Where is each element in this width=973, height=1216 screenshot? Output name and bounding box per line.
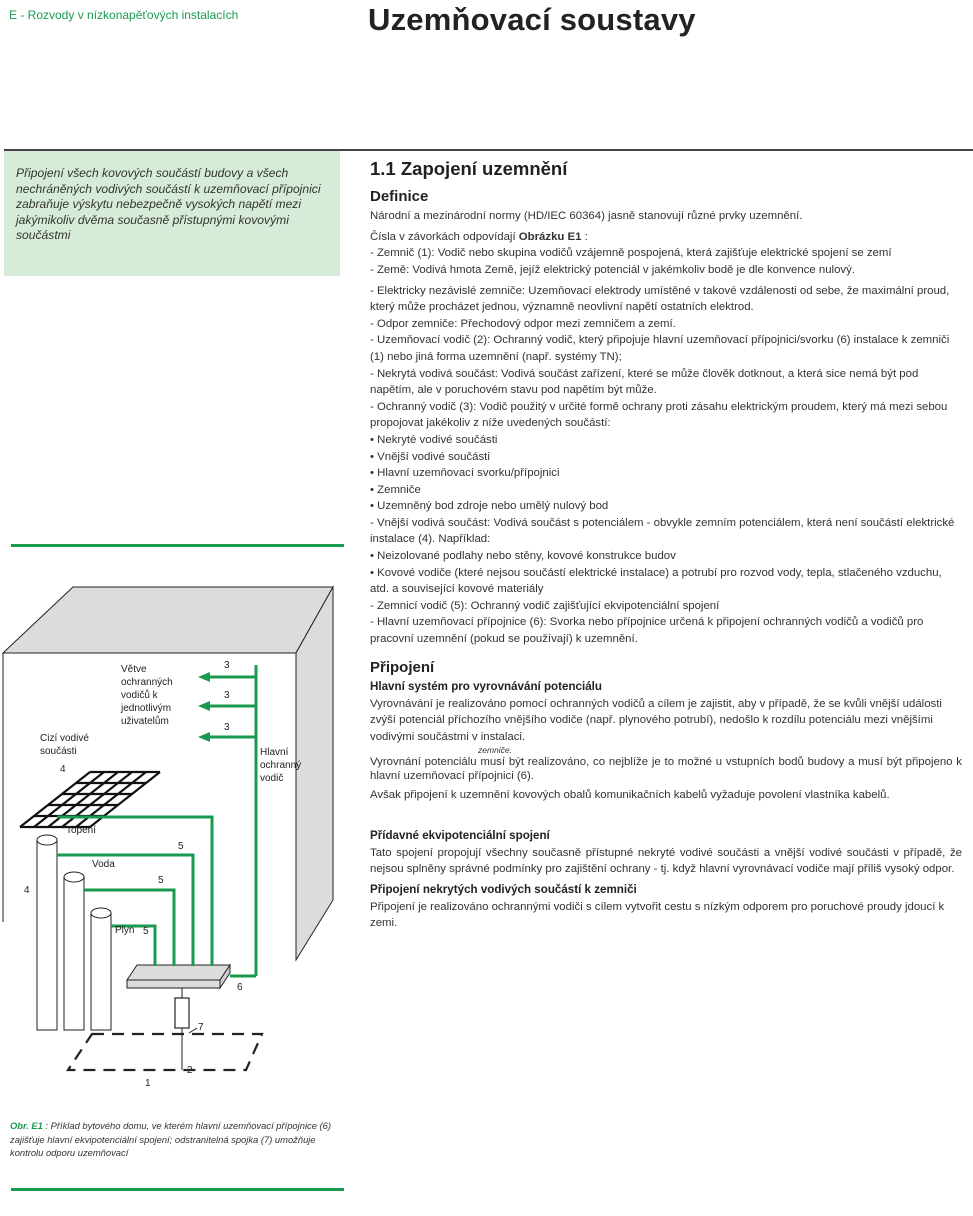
label-5-heating: 5 xyxy=(178,841,184,852)
definition-item: - Ochranný vodič (3): Vodič použitý v určité formě ochrany proti zásahu elektrickým proudem, který má mezi sebou propojovat jakékoliv z níže uvedených součástí: xyxy=(370,400,948,430)
label-heating: Topení xyxy=(66,825,97,836)
caption-label: Obr. E1 xyxy=(10,1120,43,1131)
label-5-gas: 5 xyxy=(143,926,149,937)
label-4-pipes: 4 xyxy=(24,885,30,896)
label-main-pe-1: Hlavní xyxy=(260,747,289,758)
label-3a: 3 xyxy=(224,660,230,671)
bullet-item: • Neizolované podlahy nebo stěny, kovové konstrukce budov xyxy=(370,550,676,563)
label-branches-4: jednotlivým xyxy=(121,703,172,714)
definitions-heading: Definice xyxy=(370,187,429,205)
building-roof xyxy=(3,587,333,653)
definition-item: - Vnější vodivá součást: Vodivá součást s potenciálem - obvykle zemním potenciálem, která není součástí elektrické instalace (4). Například: xyxy=(370,516,955,546)
label-foreign-2: součásti xyxy=(40,746,77,757)
arrow-heads xyxy=(198,672,210,742)
figure-caption xyxy=(10,1119,345,1160)
bullet-item: • Zemniče xyxy=(370,483,421,496)
main-column xyxy=(370,158,962,932)
label-branches-1: Větve xyxy=(121,664,147,675)
chapter-title: E - Rozvody v nízkonapěťových instalacích xyxy=(9,8,239,22)
label-branches-2: ochranných xyxy=(121,677,173,688)
definition-item: - Zemnič (1): Vodič nebo skupina vodičů vzájemně pospojená, která zajišťuje elektrické spojení se zemí xyxy=(370,247,892,260)
main-equipotential-text-2: Vyrovnání potenciálu musí být realizováno, co nejblíže je to možné u vstupních bodů budovy a musí být připojeno k hlavní uzemňovací přípojnici (6). xyxy=(370,755,962,782)
label-branches-5: uživatelům xyxy=(121,716,169,727)
callout-text: Připojení všech kovových součástí budovy a všech nechráněných vodivých součástí k uzemňovací přípojnici zabraňuje výskytu nebezpečně vysokých napětí mezi jakýmikoliv dvěma současně přístupnými kovovými součástmi xyxy=(16,166,321,243)
figure-e1 xyxy=(0,570,350,1115)
definition-item: - Zemnicí vodič (5): Ochranný vodič zajišťující ekvipotenciální spojení xyxy=(370,599,720,612)
page-title: Uzemňovací soustavy xyxy=(368,2,696,37)
earth-electrode xyxy=(68,1034,262,1070)
label-1: 1 xyxy=(145,1078,151,1089)
label-6: 6 xyxy=(237,982,243,993)
caption-text: : Příklad bytového domu, ve kterém hlavní uzemňovací přípojnice (6) zajišťuje hlavní ekvipotenciální spojení; odstranitelná spojka (7) umožňuje kontrolu odporu uzemňovací xyxy=(10,1120,331,1159)
definition-item: - Nekrytá vodivá součást: Vodivá součást zařízení, které se může člověk dotknout, a která sice nemá být pod napětím, ale v poruchovém stavu pod napětím být může. xyxy=(370,367,919,397)
definition-item: - Odpor zemniče: Přechodový odpor mezi zemničem a zemí. xyxy=(370,317,676,330)
main-earthing-bar xyxy=(127,965,230,980)
bullet-item: • Vnější vodivé součásti xyxy=(370,450,490,463)
label-water: Voda xyxy=(92,859,115,870)
supplementary-heading: Přídavné ekvipotenciální spojení xyxy=(370,829,550,843)
bullet-item: • Kovové vodiče (které nejsou součástí elektrické instalace) a potrubí pro rozvod vody, tepla, stlačeného vzduchu, atd. a související kovové materiály xyxy=(370,566,942,596)
main-equipotential-text-3: Avšak připojení k uzemnění kovových obalů komunikačních kabelů vyžaduje povolení vlastníka kabelů. xyxy=(370,788,890,801)
label-2: 2 xyxy=(187,1065,193,1076)
definition-item: - Země: Vodivá hmota Země, jejíž elektrický potenciál v jakémkoliv bodě je dle konvence nulový. xyxy=(370,263,855,276)
label-branches-3: vodičů k xyxy=(121,690,158,701)
label-gas: Plyn xyxy=(115,925,135,936)
label-7: 7 xyxy=(198,1022,204,1033)
test-link xyxy=(175,998,189,1028)
definitions-intro: Národní a mezinárodní normy (HD/IEC 60364) jasně stanovují různé prvky uzemnění. xyxy=(370,210,803,223)
green-divider-bottom xyxy=(11,1188,344,1191)
label-main-pe-2: ochranný xyxy=(260,760,302,771)
definition-item: - Hlavní uzemňovací přípojnice (6): Svorka nebo přípojnice určená k připojení ochranných vodičů a vodičů pro pracovní uzemnění (pokud se používají) k uzemnění. xyxy=(370,616,924,646)
figure-reference: Čísla v závorkách odpovídají Obrázku E1 : xyxy=(370,230,588,243)
grid-foreign-parts xyxy=(20,772,160,827)
main-equipotential-text: Vyrovnávání je realizováno pomocí ochranných vodičů a cílem je zajistit, aby v případě, že se kvůli vnější události zvýší potenciál příchozího vnějšího vodiče (např. plynového potrubí), nedošlo k rozdílu potenciálu mezi vnějšími vodivými součástmi v instalaci. xyxy=(370,697,942,743)
section-title: 1.1 Zapojení uzemnění xyxy=(370,158,568,179)
main-equipotential-heading: Hlavní systém pro vyrovnávání potenciálu xyxy=(370,680,602,694)
label-5-water: 5 xyxy=(158,875,164,886)
stray-word: zemniče. xyxy=(478,744,513,755)
bullet-item: • Uzemněný bod zdroje nebo umělý nulový bod xyxy=(370,500,609,513)
supplementary-text: Tato spojení propojují všechny současně přístupné nekryté vodivé součásti a vnější vodivé součásti v případě, že nejsou splněny správné podmínky pro zajištění ochrany - tj. když hlavní vyrovnávací vodiče mají příliš vysoký odpor. xyxy=(370,846,962,876)
exposed-parts-text: Připojení je realizováno ochrannými vodiči s cílem vytvořit cestu s nízkým odporem pro poruchové proudy jdoucí k zemi. xyxy=(370,900,945,930)
bullet-item: • Nekryté vodivé součásti xyxy=(370,433,498,446)
label-3c: 3 xyxy=(224,722,230,733)
definition-item: - Uzemňovací vodič (2): Ochranný vodič, který připojuje hlavní uzemňovací přípojnici/svorku (6) instalace k zemniči (1) nebo jiná forma uzemnění (např. systémy TN); xyxy=(370,334,950,363)
label-4-grid: 4 xyxy=(60,764,66,775)
label-main-pe-3: vodič xyxy=(260,773,284,784)
label-foreign-1: Cizí vodivé xyxy=(40,733,89,744)
connections-heading: Připojení xyxy=(370,658,435,676)
green-divider-top xyxy=(11,544,344,547)
definition-item: - Elektricky nezávislé zemniče: Uzemňovací elektrody umístěné v takové vzdálenosti od sebe, že maximální proud, který může procházet jednou, významně neovlivní napětí ostatních elektrod. xyxy=(370,284,950,314)
bullet-item: • Hlavní uzemňovací svorku/přípojnici xyxy=(370,467,560,480)
label-3b: 3 xyxy=(224,690,230,701)
building-side-wall xyxy=(296,587,333,960)
exposed-parts-heading: Připojení nekrytých vodivých součástí k zemniči xyxy=(370,882,637,896)
